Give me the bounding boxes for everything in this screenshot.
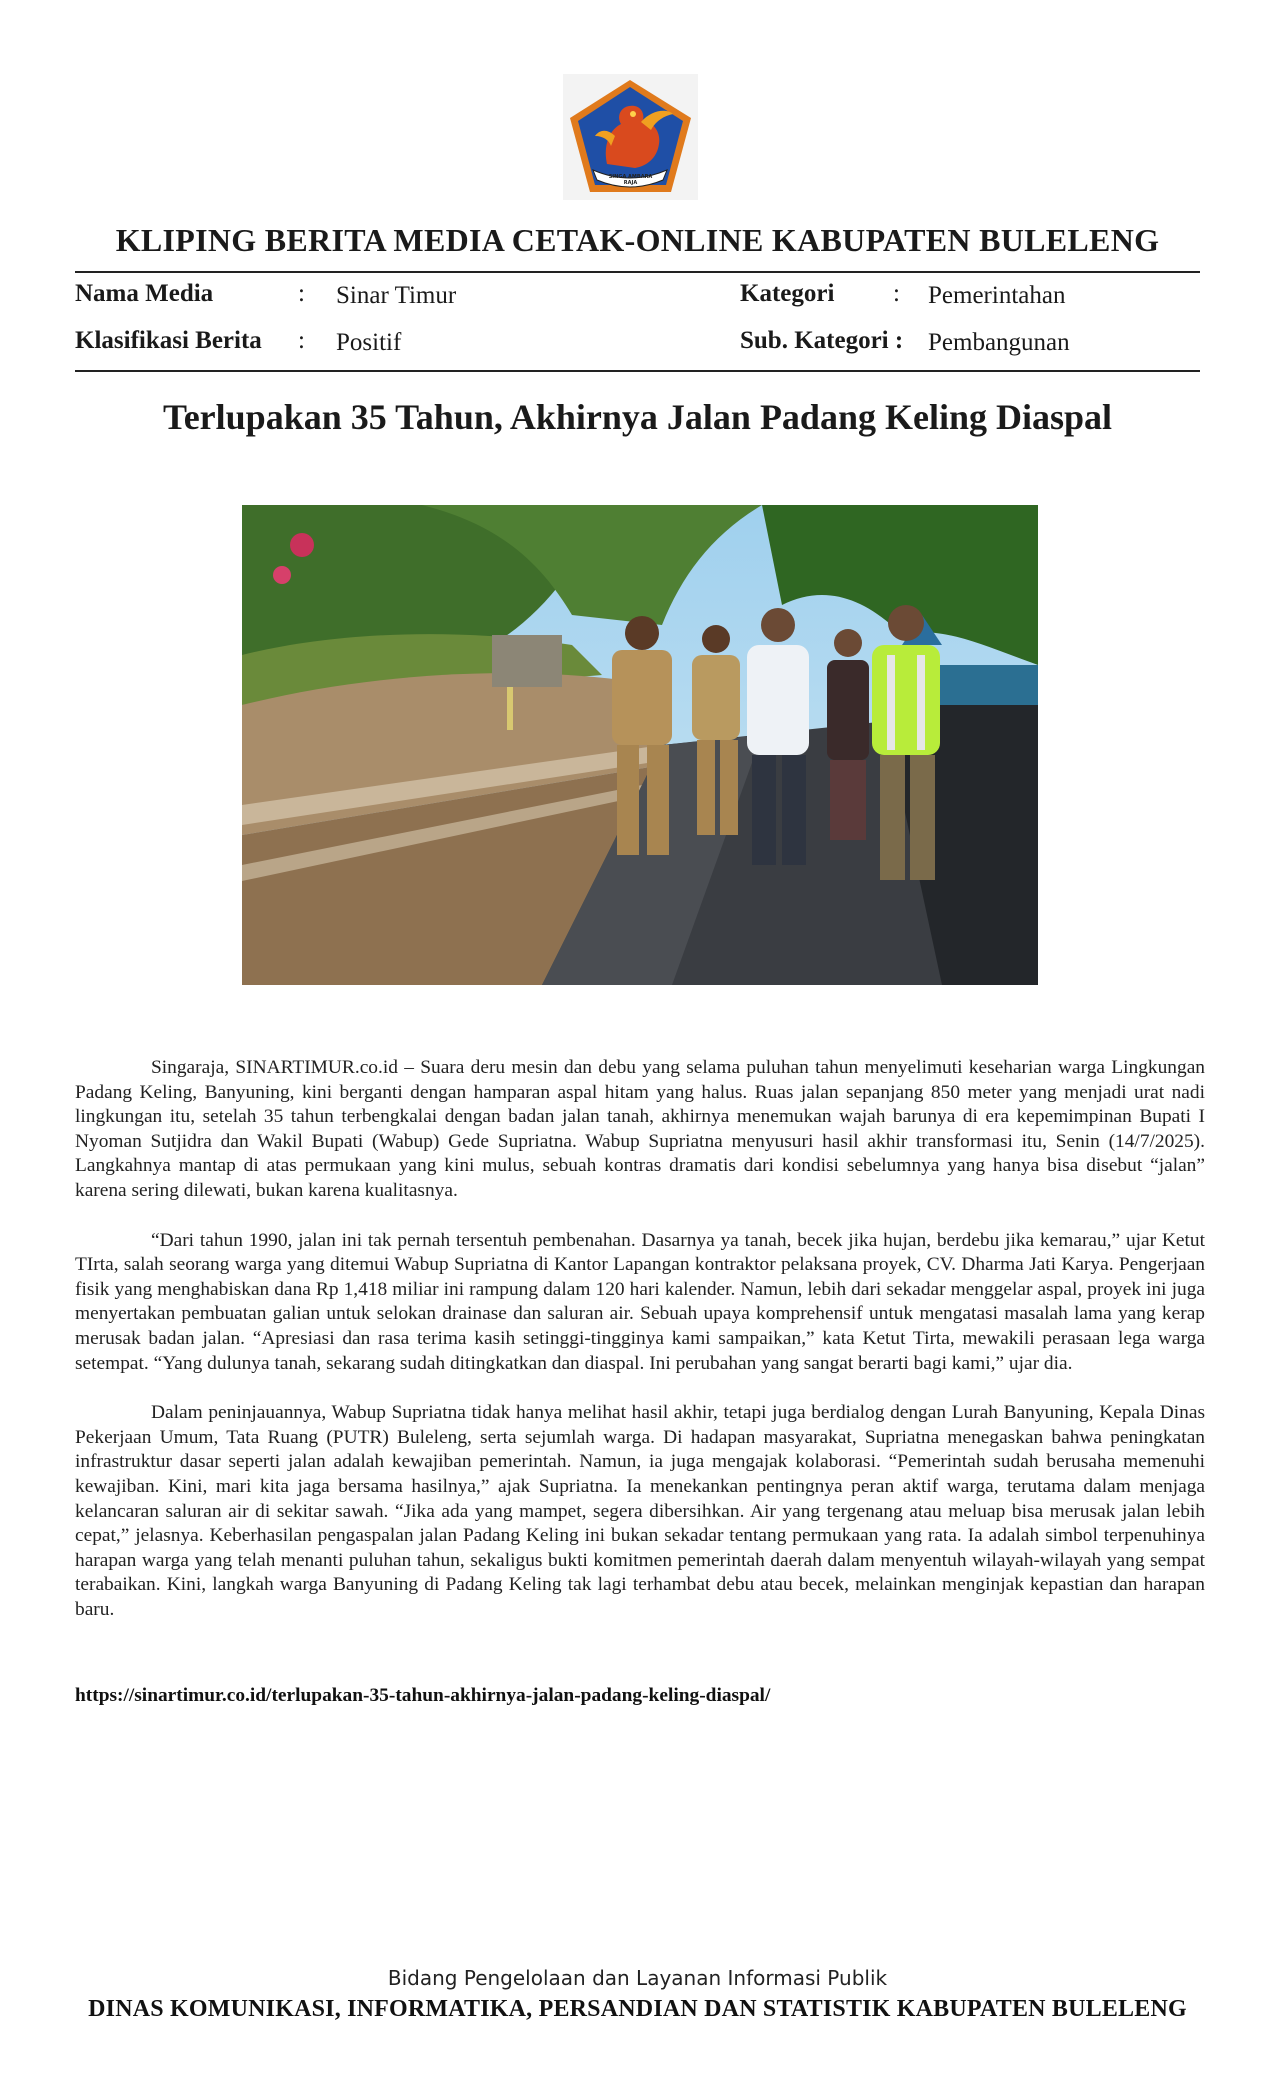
media-label: Nama Media: [75, 280, 214, 307]
media-value: Sinar Timur: [336, 282, 457, 309]
category-colon: :: [893, 280, 900, 307]
source-link[interactable]: https://sinartimur.co.id/terlupakan-35-tahun-akhirnya-jalan-padang-keling-diaspal/: [75, 1685, 771, 1706]
classification-colon: :: [298, 327, 305, 354]
footer-division: Bidang Pengelolaan dan Layanan Informasi Publik: [387, 1966, 888, 1990]
meta-divider: [75, 370, 1200, 372]
article-paragraph-2: “Dari tahun 1990, jalan ini tak pernah tersentuh pembenahan. Dasarnya ya tanah, becek jika hujan, berdebu jika kemarau,” ujar Ketut TIrta, salah seorang warga yang ditemui Wabup Supriatna di Kantor Lapangan kontraktor pelaksana proyek, CV. Dharma Jati Karya. Pengerjaan fisik yang menghabiskan dana Rp 1,418 miliar ini rampung dalam 120 hari kalender. Namun, lebih dari sekadar menggelar aspal, proyek ini juga menyertakan pembuatan galian untuk selokan drainase dan saluran air. Sebuah upaya komprehensif untuk mengatasi masalah lama yang kerap merusak badan jalan. “Apresiasi dan rasa terima kasih setinggi-tingginya kami sampaikan,” kata Ketut Tirta, mewakili perasaan lega warga setempat. “Yang dulunya tanah, sekarang sudah ditingkatkan dan diaspal. Ini perubahan yang sangat berarti bagi kami,” ujar dia.: [75, 1229, 1205, 1374]
logo-motto: SINGA AMBARA RAJA: [608, 174, 653, 186]
article-paragraph-1: Singaraja, SINARTIMUR.co.id – Suara deru mesin dan debu yang selama puluhan tahun menyelimuti keseharian warga Lingkungan Padang Keling, Banyuning, kini berganti dengan hamparan aspal hitam yang halus. Ruas jalan sepanjang 850 meter yang menjadi urat nadi lingkungan itu, setelah 35 tahun terbengkalai dengan badan jalan tanah, akhirnya menemukan wajah barunya di era kepemimpinan Bupati I Nyoman Sutjidra dan Wakil Bupati (Wabup) Gede Supriatna. Wabup Supriatna menyusuri hasil akhir transformasi itu, Senin (14/7/2025). Langkahnya mantap di atas permukaan yang kini mulus, sebuah kontras dramatis dari kondisi sebelumnya yang hanya bisa disebut “jalan” karena sering dilewati, bukan karena kualitasnya.: [75, 1057, 1205, 1201]
article-paragraph-3: Dalam peninjauannya, Wabup Supriatna tidak hanya melihat hasil akhir, tetapi juga berdialog dengan Lurah Banyuning, Kepala Dinas Pekerjaan Umum, Tata Ruang (PUTR) Buleleng, serta sejumlah warga. Di hadapan masyarakat, Supriatna menegaskan bahwa peningkatan infrastruktur dasar seperti jalan adalah kewajiban pemerintah. Namun, ia juga mengajak kolaborasi. “Pemerintah sudah berusaha memenuhi kewajiban. Kini, mari kita jaga bersama hasilnya,” ajak Supriatna. Ia menekankan pentingnya peran aktif warga, terutama dalam menjaga kelancaran saluran air di sekitar sawah. “Jika ada yang mampet, segera dibersihkan. Air yang tergenang atau meluap bisa merusak jalan lebih cepat,” jelasnya. Keberhasilan pengaspalan jalan Padang Keling ini bukan sekadar tentang permukaan yang rata. Ia adalah simbol terpenuhinya harapan warga yang telah menanti puluhan tahun, sekaligus bukti komitmen pemerintah daerah dalam menyentuh wilayah-wilayah yang sempat terabaikan. Kini, langkah warga Banyuning di Padang Keling tak lagi terhambat debu atau becek, melainkan menginjak kepastian dan harapan baru.: [75, 1402, 1205, 1620]
subcategory-value: Pembangunan: [928, 329, 1070, 356]
top-divider: [75, 271, 1200, 273]
regency-logo: [563, 74, 698, 200]
footer-agency: DINAS KOMUNIKASI, INFORMATIKA, PERSANDIAN DAN STATISTIK KABUPATEN BULELENG: [88, 1996, 1187, 2022]
classification-label: Klasifikasi Berita: [75, 327, 262, 354]
category-value: Pemerintahan: [928, 282, 1066, 309]
clipping-title: KLIPING BERITA MEDIA CETAK-ONLINE KABUPATEN BULELENG: [115, 222, 1160, 258]
article-photo: [242, 505, 1038, 985]
classification-value: Positif: [336, 329, 402, 356]
article-title: Terlupakan 35 Tahun, Akhirnya Jalan Padang Keling Diaspal: [162, 397, 1113, 437]
article-body: [75, 1056, 1205, 1647]
category-label: Kategori: [740, 280, 835, 307]
media-colon: :: [298, 280, 305, 307]
subcategory-label: Sub. Kategori :: [740, 327, 904, 354]
